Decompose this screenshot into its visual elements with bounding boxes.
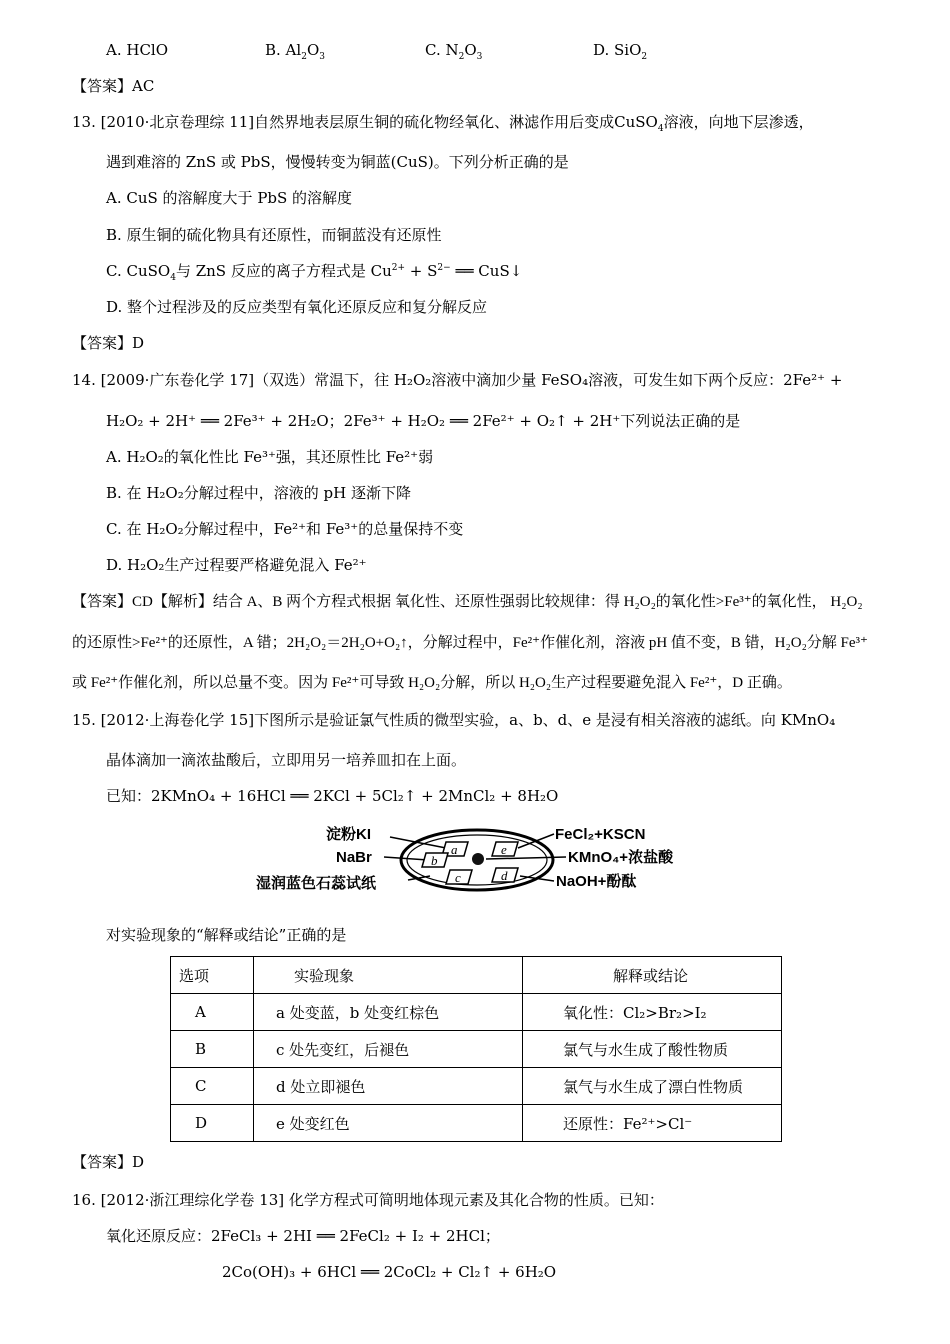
q14-option-c: C. 在 H₂O₂分解过程中，Fe²⁺和 Fe³⁺的总量保持不变 [106,520,464,538]
q16-line-2: 氧化还原反应：2FeCl₃ + 2HI ══ 2FeCl₂ + I₂ + 2HCl； [106,1227,500,1245]
table-row [171,1031,782,1068]
table-cell-phenomenon: c 处先变红，后褪色 [254,1031,523,1068]
paper-label-c: c [455,870,461,885]
q14-line-1: 14. [2009·广东卷化学 17]（双选）常温下，往 H₂O₂溶液中滴加少量 FeSO₄溶液，可发生如下两个反应：2Fe²⁺ + [72,371,843,389]
q15-table [170,956,782,1142]
q13-line-1: 13. [2010·北京卷理综 11]自然界地表层原生铜的硫化物经氧化、淋滤作用后变成CuSO$_4$溶液，向地下层渗透， [72,113,814,134]
q13-option-d: D. 整个过程涉及的反应类型有氧化还原反应和复分解反应 [106,298,488,316]
table-cell-option: B [171,1031,254,1068]
q14-option-a: A. H₂O₂的氧化性比 Fe³⁺强，其还原性比 Fe²⁺弱 [106,448,434,466]
q15-known-equation: 已知：2KMnO₄ + 16HCl ══ 2KCl + 5Cl₂↑ + 2MnCl₂ + 8H₂O [106,787,559,805]
label-litmus: 湿润蓝色石蕊试纸 [256,875,377,892]
q15-line-2: 晶体滴加一滴浓盐酸后，立即用另一培养皿扣在上面。 [106,751,467,769]
table-cell-phenomenon: d 处立即褪色 [254,1068,523,1105]
q12-option-a: A. HClO [106,41,169,59]
label-kmno4-hcl: KMnO₄+浓盐酸 [568,849,674,866]
table-header-row [171,957,782,994]
label-starch-ki: 淀粉KI [326,826,372,843]
paper-label-b: b [431,853,438,868]
table-cell-conclusion: 还原性：Fe²⁺>Cl⁻ [523,1105,782,1142]
table-cell-conclusion: 氯气与水生成了漂白性物质 [523,1068,782,1105]
q12-option-b: B. $Al_2O_3$ [265,41,325,62]
table-cell-option: C [171,1068,254,1105]
q14-option-d: D. H₂O₂生产过程要严格避免混入 Fe²⁺ [106,556,367,574]
label-fecl2-kscn: FeCl₂+KSCN [555,826,646,843]
answer-14-line-2: 的还原性>Fe²⁺的还原性，A 错；2H₂O₂＝2H₂O+O₂↑，分解过程中，Fe²⁺作催化剂，溶液 pH 值不变，B 错，H₂O₂分解 Fe³⁺ [72,635,868,651]
table-row [171,1105,782,1142]
q14-option-b: B. 在 H₂O₂分解过程中，溶液的 pH 逐渐下降 [106,484,411,502]
table-row [171,1068,782,1105]
q15-stem: 对实验现象的“解释或结论”正确的是 [106,926,347,944]
q13-option-b: B. 原生铜的硫化物具有还原性，而铜蓝没有还原性 [106,226,442,244]
header-phenomenon: 实验现象 [254,957,523,994]
table-cell-phenomenon: e 处变红色 [254,1105,523,1142]
q13-line-2: 遇到难溶的 ZnS 或 PbS，慢慢转变为铜蓝(CuS)。下列分析正确的是 [106,153,569,171]
table-cell-option: A [171,994,254,1031]
q12-option-c: C. $N_2O_3$ [425,41,483,62]
answer-15: 【答案】D [72,1153,145,1171]
q12-option-d: D. SiO$_2$ [593,41,648,62]
paper-label-a: a [451,842,458,857]
header-option: 选项 [171,957,254,994]
table-cell-phenomenon: a 处变蓝，b 处变红棕色 [254,994,523,1031]
answer-13: 【答案】D [72,334,145,352]
q13-option-a: A. CuS 的溶解度大于 PbS 的溶解度 [106,189,353,207]
label-naoh-phenol: NaOH+酚酞 [556,873,637,890]
table-cell-conclusion: 氧化性：Cl₂>Br₂>I₂ [523,994,782,1031]
q16-line-3: 2Co(OH)₃ + 6HCl ══ 2CoCl₂ + Cl₂↑ + 6H₂O [222,1263,557,1281]
table-cell-conclusion: 氯气与水生成了酸性物质 [523,1031,782,1068]
paper-label-e: e [501,842,507,857]
table-cell-option: D [171,1105,254,1142]
q14-line-2: H₂O₂ + 2H⁺ ══ 2Fe³⁺ + 2H₂O；2Fe³⁺ + H₂O₂ ══ 2Fe²⁺ + O₂↑ + 2H⁺下列说法正确的是 [106,412,741,430]
answer-14-line-3: 或 Fe²⁺作催化剂，所以总量不变。因为 Fe²⁺可导致 H₂O₂分解，所以 H₂O₂生产过程要避免混入 Fe²⁺，D 正确。 [72,675,792,691]
answer-14-line-1: 【答案】CD【解析】结合 A、B 两个方程式根据 氧化性、还原性强弱比较规律：得 H₂O₂的氧化性>Fe³⁺的氧化性， H₂O₂ [72,594,863,610]
kmno4-crystal [472,853,484,865]
petri-dish-diagram [250,820,700,900]
q15-line-1: 15. [2012·上海卷化学 15]下图所示是验证氯气性质的微型实验，a、b、d、e 是浸有相关溶液的滤纸。向 KMnO₄ [72,711,836,729]
answer-12: 【答案】AC [72,77,155,95]
label-nabr: NaBr [336,849,372,866]
q13-option-c: C. CuSO$_4$与 ZnS 反应的离子方程式是 $Cu^{2+} + S^{2-}$ ══ CuS↓ [106,262,523,283]
q16-line-1: 16. [2012·浙江理综化学卷 13] 化学方程式可简明地体现元素及其化合物的性质。已知： [72,1191,664,1209]
header-conclusion: 解释或结论 [523,957,782,994]
table-row [171,994,782,1031]
paper-label-d: d [501,868,508,883]
